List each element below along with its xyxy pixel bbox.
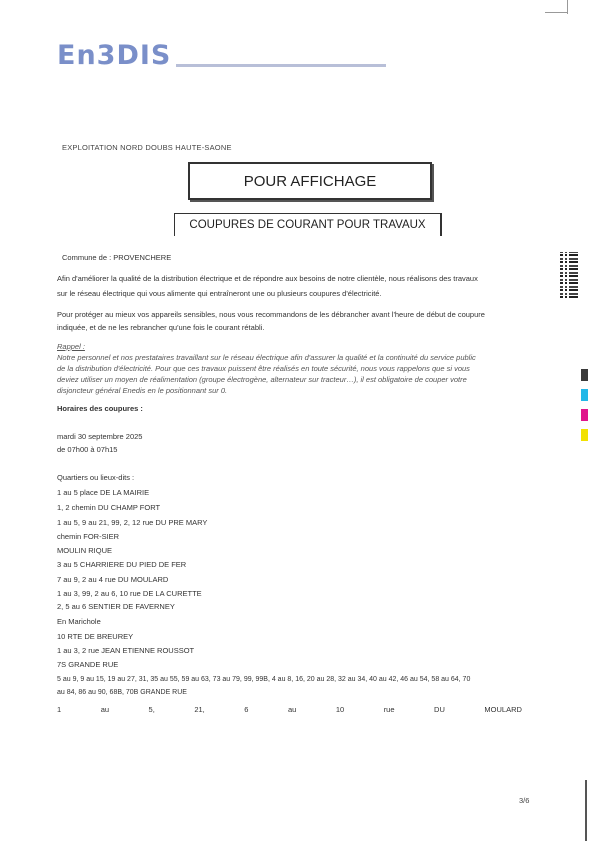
list-item: chemin FOR-SIER [57, 532, 120, 541]
logo-underline [176, 64, 386, 67]
coupure-time: de 07h00 à 07h15 [57, 445, 118, 454]
word: au [100, 705, 110, 714]
list-item: 1 au 5 place DE LA MAIRIE [57, 488, 150, 497]
list-item: 1, 2 chemin DU CHAMP FORT [57, 503, 161, 512]
yellow-print-mark [581, 429, 588, 441]
rappel-line-1: Notre personnel et nos prestataires travaillant sur le réseau électrique afin d'assurer la qualité et la continuité du service public [57, 353, 476, 362]
list-item: MOULIN RIQUE [57, 546, 113, 555]
list-item: 7 au 9, 2 au 4 rue DU MOULARD [57, 575, 169, 584]
commune-line: Commune de : PROVENCHERE [62, 253, 172, 262]
word: MOULARD [484, 705, 522, 714]
protect-line-1: Pour protéger au mieux vos appareils sensibles, nous vous recommandons de les débrancher avant l'heure de début de coupure [57, 310, 485, 319]
rappel-line-4: disjoncteur général Enedis en le positionnant sur 0. [57, 386, 228, 395]
list-item-long: 5 au 9, 9 au 15, 19 au 27, 31, 35 au 55, 59 au 63, 73 au 79, 99, 99B, 4 au 8, 16, 20 au 28, 32 au 34, 40 au 42, 46 au 54, 58 au 64, 70 [57, 676, 471, 683]
last-list-line [57, 704, 522, 715]
scan-edge [585, 780, 587, 841]
qr-code-pattern [563, 252, 571, 298]
subtitle-box [174, 213, 442, 236]
list-item: 3 au 5 CHARRIERE DU PIED DE FER [57, 560, 187, 569]
page-title: POUR AFFICHAGE [243, 172, 377, 190]
intro-line-2: sur le réseau électrique qui vous alimente qui entraîneront une ou plusieurs coupures d'électricité. [57, 289, 382, 298]
word: au [287, 705, 297, 714]
crop-mark [545, 12, 567, 13]
magenta-print-mark [581, 409, 588, 421]
list-item-long: au 84, 86 au 90, 68B, 70B GRANDE RUE [57, 689, 187, 696]
list-item: 1 au 5, 9 au 21, 99, 2, 12 rue DU PRE MARY [57, 518, 208, 527]
rappel-title: Rappel : [57, 342, 85, 351]
word: 21, [194, 705, 205, 714]
title-box [188, 162, 432, 200]
quartiers-title: Quartiers ou lieux-dits : [57, 473, 135, 482]
page-subtitle: COUPURES DE COURANT POUR TRAVAUX [189, 219, 426, 231]
list-item: 10 RTE DE BREUREY [57, 632, 134, 641]
rappel-line-3: deviez utiliser un moyen de réalimentation (groupe électrogène, alternateur sur tracteur…), il est obligatoire de couper votre [57, 375, 467, 384]
crop-mark [567, 0, 568, 14]
word: DU [434, 705, 445, 714]
word: 1 [57, 705, 62, 714]
word: 5, [148, 705, 155, 714]
header-line: EXPLOITATION NORD DOUBS HAUTE-SAONE [62, 143, 232, 152]
word: rue [383, 705, 395, 714]
protect-line-2: indiquée, et de ne les rebrancher qu'une fois le courant rétabli. [57, 323, 265, 332]
rappel-line-2: de la distribution d'électricité. Pour que ces travaux puissent être réalisés en toute sécurité, nous vous rappelons que si vous [57, 364, 470, 373]
list-item: En Marichole [57, 617, 101, 626]
list-item: 2, 5 au 6 SENTIER DE FAVERNEY [57, 602, 175, 611]
word: 10 [335, 705, 345, 714]
coupure-date: mardi 30 septembre 2025 [57, 432, 143, 441]
page-number: 3/6 [519, 796, 530, 805]
list-item: 1 au 3, 2 rue JEAN ETIENNE ROUSSOT [57, 646, 195, 655]
black-print-mark [581, 369, 588, 381]
word: 6 [244, 705, 249, 714]
horaires-title: Horaires des coupures : [57, 404, 143, 413]
intro-line-1: Afin d'améliorer la qualité de la distribution électrique et de répondre aux besoins de notre clientèle, nous réalisons des travaux [57, 274, 478, 283]
list-item: 7S GRANDE RUE [57, 660, 119, 669]
enedis-logo: En3DIS [57, 40, 172, 71]
cyan-print-mark [581, 389, 588, 401]
list-item: 1 au 3, 99, 2 au 6, 10 rue DE LA CURETTE [57, 589, 202, 598]
